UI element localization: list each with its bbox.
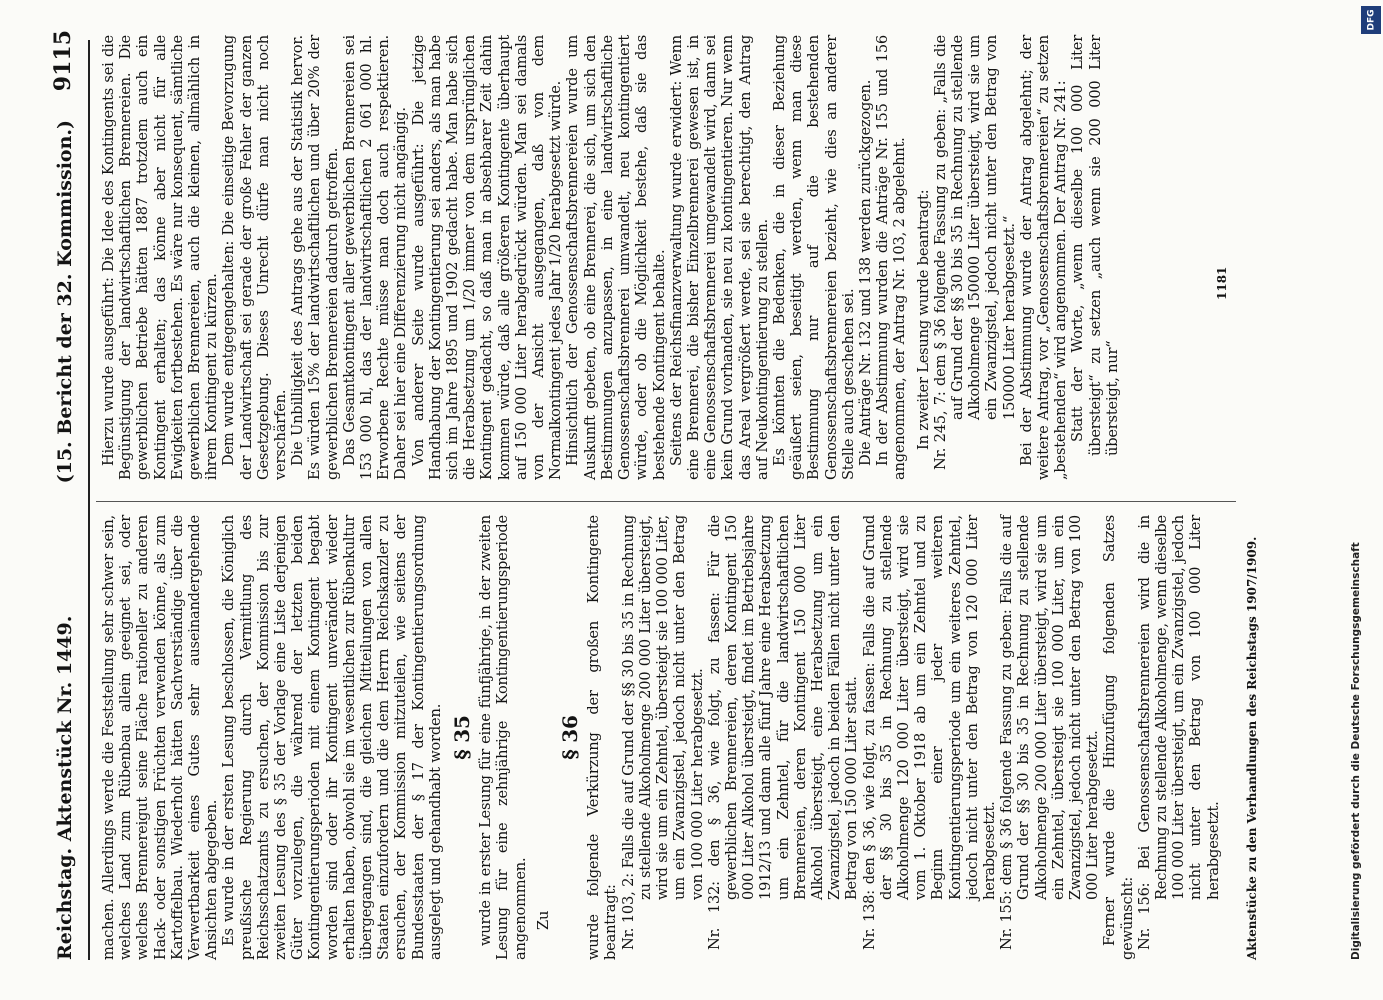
- motion-item: Nr. 138: den § 36, wie folgt, zu fassen: Falls die auf Grund der §§ 30 bis 35 in Rechnung zu stellende Alkoholmenge 120 000 Liter übersteigt, wird sie vom 1. Oktober 1918 ab um ein Zehntel und zu Beginn einer jeder weiteren Kontingentierungsperiode um ein weiteres Zehntel, jedoch nicht unter den Betrag von 120 000 Liter herabgesetzt.: [860, 515, 998, 950]
- paragraph: Zu: [534, 910, 552, 930]
- paragraph: Die Anträge Nr. 132 und 138 werden zurückgezogen.: [856, 79, 874, 466]
- paragraph: Ferner wurde die Hinzufügung folgenden Satzes gewünscht:: [1101, 515, 1136, 960]
- column-divider: [96, 501, 1236, 502]
- sheet-number: 1181: [1215, 266, 1229, 300]
- paragraph: Hierzu wurde ausgeführt: Die Idee des Kontingents sei die Begünstigung der landwirtschaftlichen Brennereien. Die gewerblichen Betriebe hätten 1887 trotzdem auch ein Kontingent erhalten; das könne aber nicht für alle Ewigkeiten fortbestehen. Es wäre nur konsequent, sämtliche gewerblichen Brennereien, auch die kleinen, allmählich in ihrem Kontingent zu kürzen.: [100, 35, 221, 480]
- section-heading: § 36: [558, 715, 583, 760]
- motion-item: Nr. 156: Bei Genossenschaftsbrennereien wird die in Rechnung zu stellende Alkoholmenge, wenn dieselbe 100 000 Liter übersteigt, um ein Zwanzigstel, jedoch nicht unter den Betrag von 100 000 Liter herabgesetzt.: [1135, 515, 1222, 950]
- paragraph: Es könnten die Bedenken, die in dieser Beziehung geäußert seien, beseitigt werden, wenn man diese Bestimmung nur auf die bestehenden Genossenschaftsbrennereien bezieht, wie dies an anderer Stelle auch geschehen sei.: [770, 35, 857, 480]
- paragraph: wurde folgende Verkürzung der großen Kontingente beantragt:: [585, 515, 620, 960]
- motion-item: Nr. 132: den § 36, wie folgt, zu fassen: Für die gewerblichen Brennereien, deren Kontingent 150 000 Liter Alkohol übersteigt, findet im Betriebsjahre 1912/13 und dann alle fünf Jahre eine Herabsetzung um ein Zehntel, für die landwirtschaftlichen Brennereien, deren Kontingent 150 000 Liter Alkohol übersteigt, eine Herabsetzung um ein Zwanzigstel, jedoch in beiden Fällen nicht unter den Betrag von 150 000 Liter statt.: [705, 515, 861, 950]
- page-number: 9115: [50, 30, 76, 92]
- paragraph: Es wurde in der ersten Lesung beschlossen, die Königlich preußische Regierung durch Vermittlung des Reichsschatzamts zu ersuchen, der Kommission bis zur zweiten Lesung des § 35 der Vorlage eine Liste derjenigen Güter vorzulegen, die während der letzten beiden Kontingentierungsperioden mit einem Kontingent begabt worden sind oder ihr Kontingent unverändert wieder erhalten haben, obwohl sie im wesentlichen zur Rübenkultur übergegangen sind, die gleichen Mitteilungen von allen Staaten einzufordern und die dem Herrn Reichskanzler zu ersuchen, der Kommission mitzuteilen, wie seitens der Bundesstaaten der § 17 der Kontingentierungsordnung ausgelegt und gehandhabt worden.: [220, 515, 444, 960]
- left-column: [100, 515, 1222, 960]
- header-right: (15. Bericht der 32. Kommission.): [54, 120, 76, 484]
- paragraph: Von anderer Seite wurde ausgeführt: Die jetzige Handhabung der Kontingentierung sei anders, als man habe sich im Jahre 1895 und 1902 gedacht habe. Man habe sich die Herabsetzung um 1/20 immer von dem ursprünglichen Kontingent gedacht, so daß man in absehbarer Zeit dahin kommen würde, daß alle größeren Kontingente überhaupt auf 150 000 Liter herabgedrückt würden. Man sei damals von der Ansicht ausgegangen, daß von dem Normalkontingent jedes Jahr 1/20 herabgesetzt würde.: [409, 35, 565, 480]
- paragraph: In zweiter Lesung wurde beantragt:: [914, 189, 932, 450]
- header-left: Reichstag. Aktenstück Nr. 1449.: [54, 615, 76, 960]
- page-header: [48, 30, 90, 960]
- paragraph: Seitens der Reichsfinanzverwaltung wurde erwidert: Wenn eine Brennerei, die bisher Einzelbrennerei gewesen ist, in eine Genossenschaftsbrennerei umgewandelt wird, dann sei kein Grund vorhanden, sie neu zu kontingentieren. Nur wenn das Areal vergrößert werde, sei sie berechtigt, den Antrag auf Neukontingentierung zu stellen.: [667, 35, 771, 480]
- paragraph: Bei der Abstimmung wurde der Antrag abgelehnt; der weitere Antrag, vor „Genossenschaftsbrennereien“ zu setzen „bestehenden“ wird angenommen. Der Antrag Nr. 241:: [1017, 35, 1070, 480]
- paragraph: In der Abstimmung wurden die Anträge Nr. 155 und 156 angenommen, der Antrag Nr. 103, 2 abgelehnt.: [874, 35, 909, 480]
- motion-item: Nr. 245, 7: dem § 36 folgende Fassung zu geben: „Falls die auf Grund der §§ 30 bis 35 in Rechnung zu stellende Alkoholmenge 150000 Liter übersteigt, wird sie um ein Zwanzigstel, jedoch nicht unter den Betrag von 150000 Liter herabgesetzt.“: [931, 35, 1018, 470]
- motion-item: Nr. 103, 2: Falls die auf Grund der §§ 30 bis 35 in Rechnung zu stellende Alkoholmenge 200 000 Liter übersteigt, wird sie um ein Zehntel, übersteigt sie 100 000 Liter, um ein Zwanzigstel, jedoch nicht unter den Betrag von 100 000 Liter herabgesetzt.: [619, 515, 706, 950]
- paragraph: Statt der Worte, „wenn dieselbe 100 000 Liter übersteigt“ zu setzen „auch wenn sie 200 000 Liter übersteigt, nur“: [1069, 35, 1121, 456]
- right-column: [100, 35, 1121, 480]
- digitization-note: [1350, 40, 1370, 960]
- page-footer: Aktenstücke zu den Verhandlungen des Reichstags 1907/1909.: [1245, 536, 1259, 960]
- dfg-logo-text: DFG: [1366, 9, 1377, 31]
- paragraph: machen. Allerdings werde die Feststellung sehr schwer sein, welches Land zum Rübenbau allein geeignet sei, oder welches Brennereigut seine Fläche rationeller zu anderen Hack- oder sonstigen Früchten verwenden könne, als zum Kartoffelbau. Wiederholt hätten Sachverständige über die Verwertbarkeit eines Gutes sehr auseinandergehende Ansichten abgegeben.: [100, 515, 221, 960]
- digitization-note-text: Digitalisierung gefördert durch die Deutsche Forschungsgemeinschaft: [1350, 542, 1362, 960]
- dfg-logo: [1361, 6, 1381, 34]
- section-heading: § 35: [450, 715, 475, 760]
- paragraph: Dem wurde entgegengehalten: Die einseitige Bevorzugung der Landwirtschaft sei gerade der große Fehler der ganzen Gesetzgebung. Dieses Unrecht dürfe man nicht noch verschärfen.: [220, 35, 290, 480]
- paragraph: Das Gesamtkontingent aller gewerblichen Brennereien sei 153 000 hl, das der landwirtschaftlichen 2 061 000 hl. Erworbene Rechte müsse man doch auch respektieren. Daher sei hier eine Differenzierung nicht angängig.: [340, 35, 410, 480]
- paragraph: Die Unbilligkeit des Antrags gehe aus der Statistik hervor. Es würden 15% der landwirtschaftlichen und über 20% der gewerblichen Brennereien dadurch getroffen.: [289, 35, 341, 480]
- motion-item: Nr. 155: dem § 36 folgende Fassung zu geben: Falls die auf Grund der §§ 30 bis 35 in Rechnung zu stellende Alkoholmenge 200 000 Liter übersteigt, wird sie um ein Zehntel, übersteigt sie 100 000 Liter, um ein Zwanzigstel, jedoch nicht unter den Betrag von 100 000 Liter herabgesetzt.: [998, 515, 1102, 950]
- paragraph: Hinsichtlich der Genossenschaftsbrennereien wurde um Auskunft gebeten, ob eine Brennerei, die sich, um sich den Bestimmungen anzupassen, in eine landwirtschaftliche Genossenschaftsbrennerei umwandelt, neu kontingentiert würde, oder ob die Möglichkeit bestehe, daß sie das bestehende Kontingent behalte.: [564, 35, 668, 480]
- paragraph: wurde in erster Lesung für eine fünfjährige, in der zweiten Lesung für eine zehnjährige Kontingentierungsperiode angenommen.: [477, 515, 529, 960]
